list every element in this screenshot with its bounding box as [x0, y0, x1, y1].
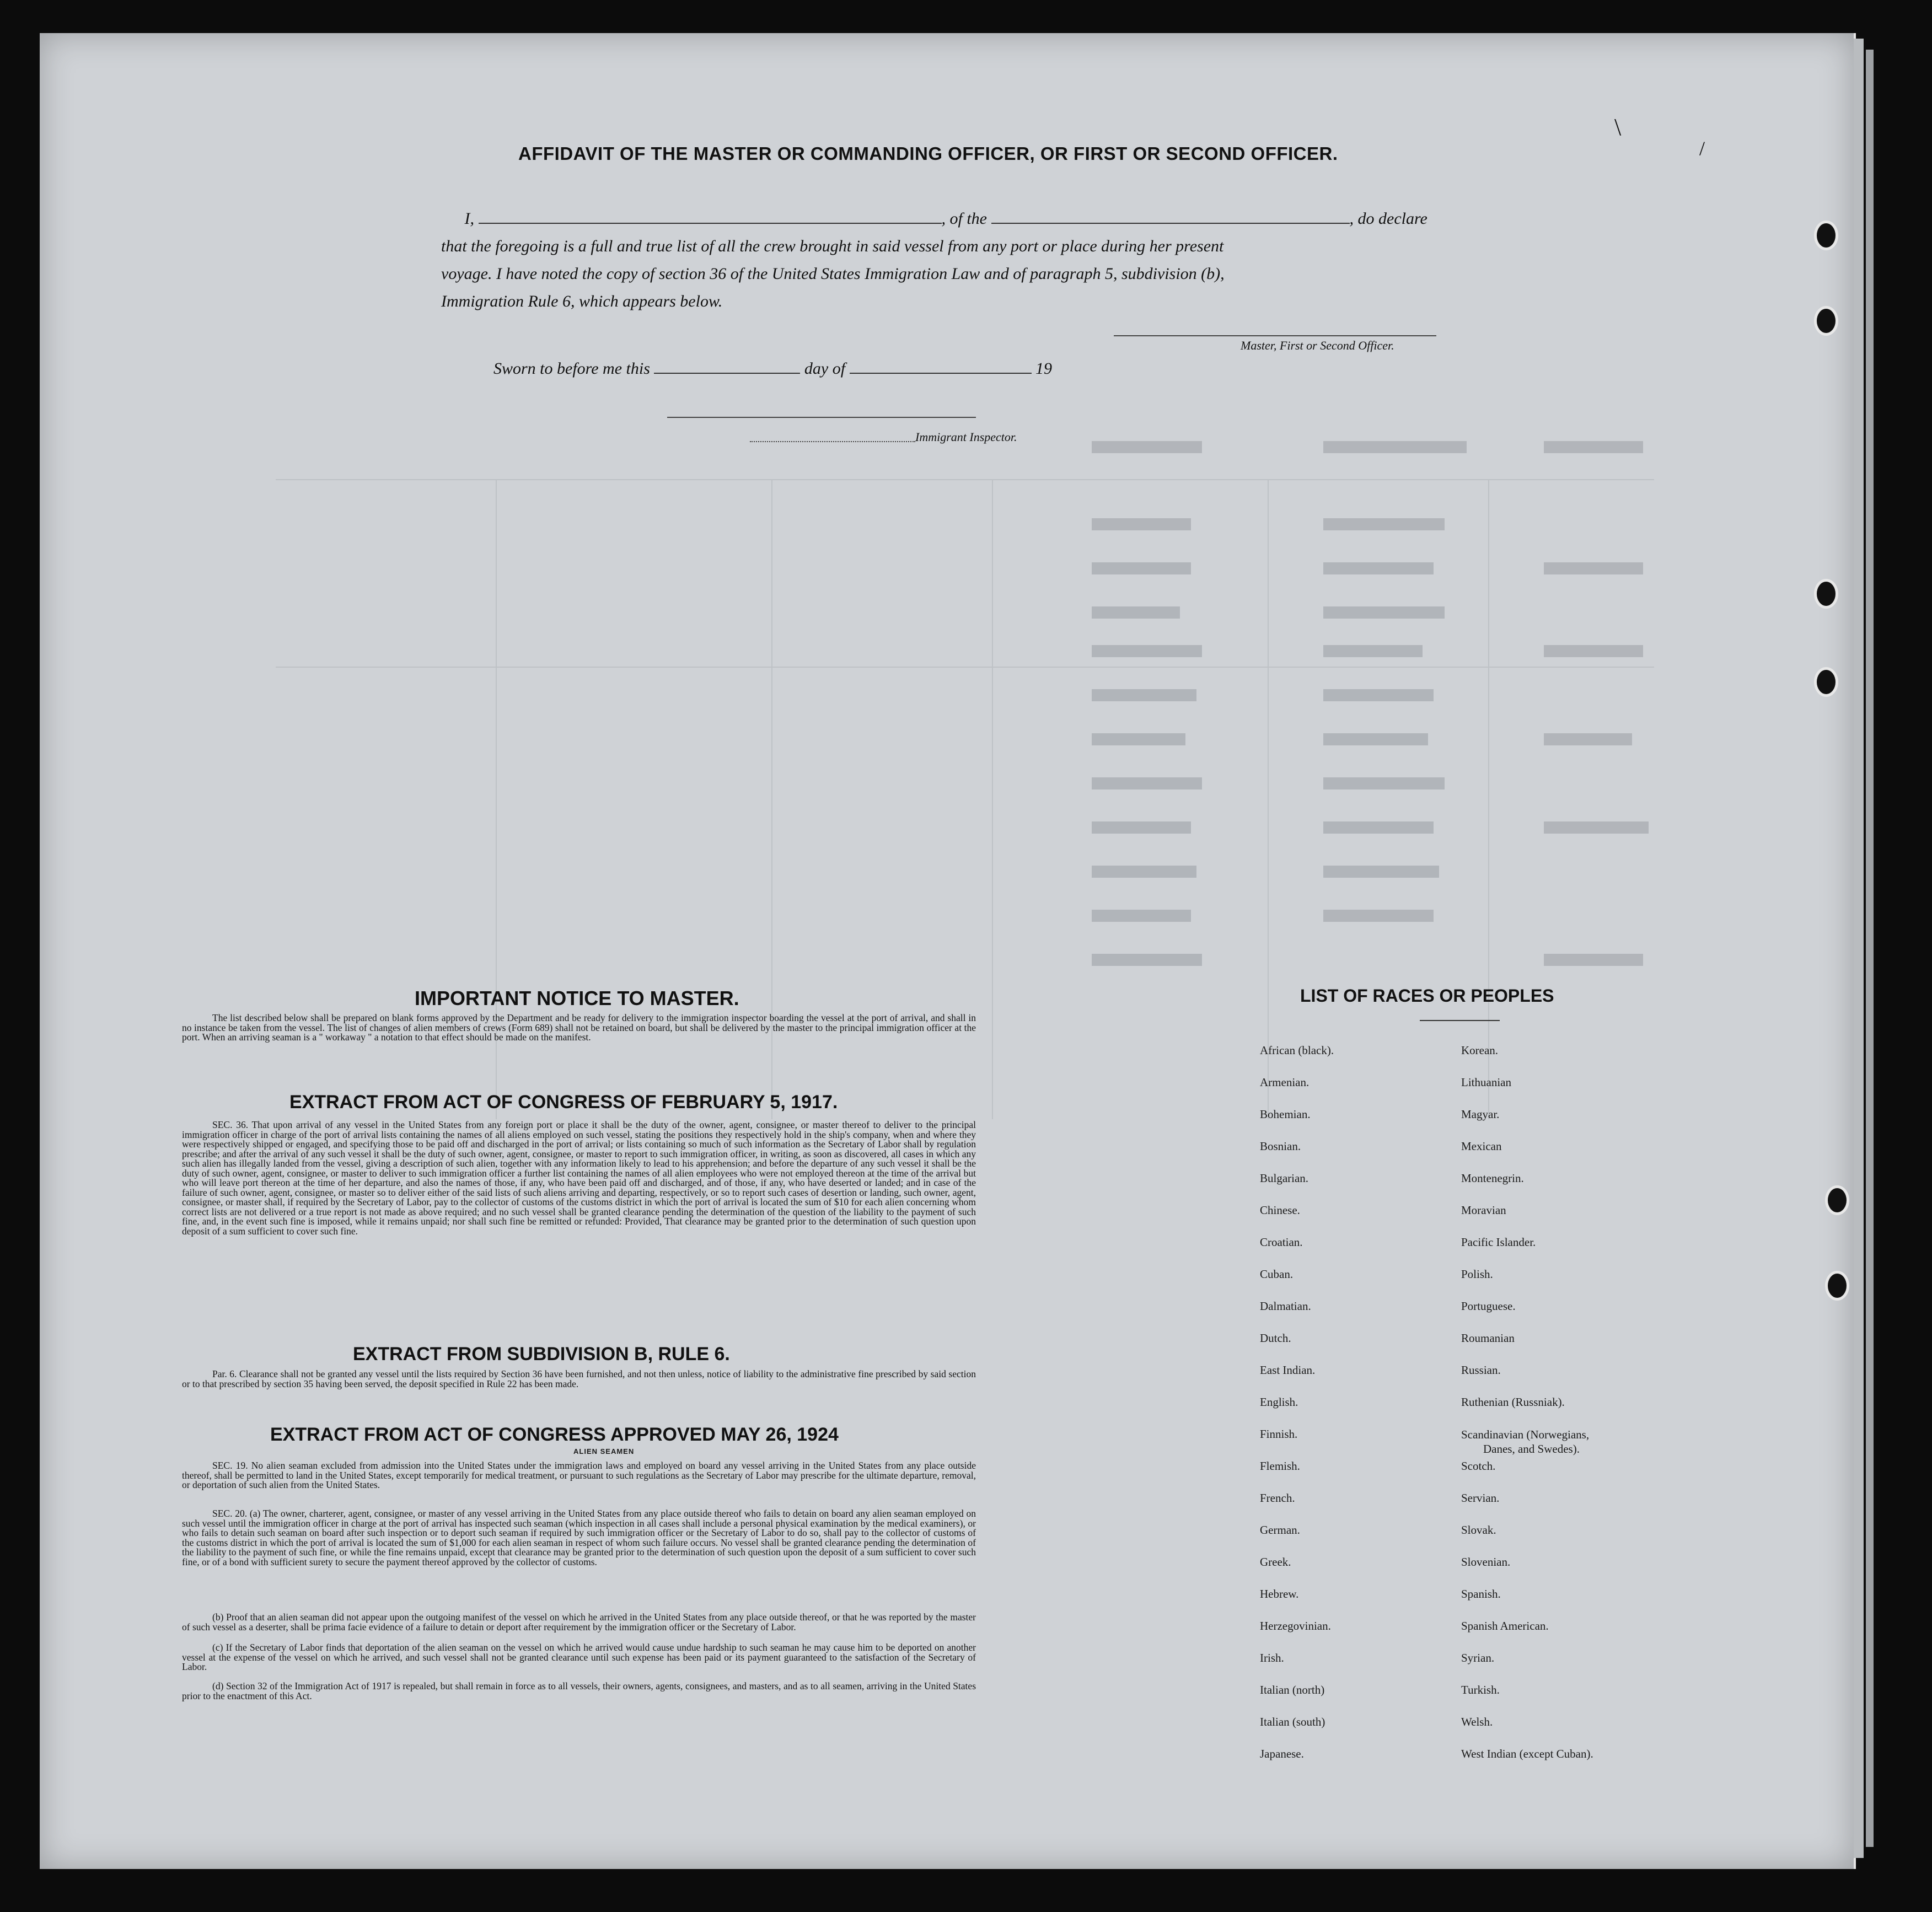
race-item: Roumanian — [1461, 1331, 1515, 1345]
race-item: Chinese. — [1260, 1204, 1300, 1217]
race-item: French. — [1260, 1491, 1295, 1505]
race-item: Korean. — [1461, 1044, 1499, 1057]
races-left-column — [1260, 1044, 1334, 1779]
race-item: Flemish. — [1260, 1459, 1300, 1473]
race-item: Japanese. — [1260, 1747, 1304, 1760]
pen-mark: / — [1699, 137, 1705, 159]
sec19-text: SEC. 19. No alien seaman excluded from admission into the United States under the immigration laws and employed on board any vessel arriving in the United States from any place outside thereof, shall be permitted to land in the United States, except temporarily for medical treatment, or pursuant to such regulations as the Secretary of Labor may prescribe for the ultimate departure, removal, or deportation of such alien from the United States. — [182, 1460, 976, 1490]
extract-1924-heading: EXTRACT FROM ACT OF CONGRESS APPROVED MAY 26, 1924 — [270, 1424, 839, 1445]
races-heading: LIST OF RACES OR PEOPLES — [1300, 986, 1554, 1006]
binder-hole — [1825, 1185, 1849, 1215]
inspector-line — [750, 441, 915, 442]
sworn-month-blank — [850, 358, 1032, 374]
inspector-label: Immigrant Inspector. — [915, 430, 1017, 444]
race-item: Bosnian. — [1260, 1140, 1301, 1153]
affidavit-body — [441, 205, 1472, 315]
affidavit-heading: AFFIDAVIT OF THE MASTER OR COMMANDING OFFICER, OR FIRST OR SECOND OFFICER. — [518, 143, 1338, 164]
sec20d-text: (d) Section 32 of the Immigration Act of 1917 is repealed, but shall remain in force as to all vessels, their owners, agents, consignees, and masters, and as to all seamen, arriving in the United States prior to the enactment of this Act. — [182, 1680, 976, 1701]
race-item: Scandinavian (Norwegians, — [1461, 1428, 1590, 1441]
race-item: East Indian. — [1260, 1363, 1316, 1377]
race-item: Portuguese. — [1461, 1299, 1516, 1313]
affidavit-declare: , do declare — [1349, 210, 1427, 228]
race-item: Syrian. — [1461, 1651, 1495, 1664]
master-signature-line — [1114, 335, 1436, 336]
race-item-scandinavian — [1461, 1427, 1593, 1459]
race-item: Ruthenian (Russniak). — [1461, 1395, 1565, 1409]
race-item: Greek. — [1260, 1555, 1291, 1569]
sworn-year: 19 — [1035, 359, 1053, 378]
race-item: Turkish. — [1461, 1683, 1500, 1696]
race-item: German. — [1260, 1523, 1300, 1537]
sec20a-text: SEC. 20. (a) The owner, charterer, agent, consignee, or master of any vessel arriving in the United States from any place outside thereof who fails to detain on board any alien seaman employed on such vessel until the immigration officer in charge at the port of arrival has inspected such seaman (which inspection in all cases shall include a personal physical examination by the medical examiners), or who fails to detain such seaman on board after such inspection or to deport such seaman if required by such immigration officer or the Secretary of Labor to do so, shall pay to the collector of customs of the customs district in which the port of arrival is located the sum of $1,000 for each alien seaman in respect of whom such failure occurs. No vessel shall be granted clearance pending the determination of the liability to the payment of such fine, or while the fine remains unpaid, except that clearance may be granted prior to the determination of such question upon the deposit of a sum sufficient to cover such fine, or of a bond with sufficient surety to secure the payment thereof approved by the collector of customs. — [182, 1508, 976, 1567]
race-item: Pacific Islander. — [1461, 1236, 1536, 1249]
notice-heading: IMPORTANT NOTICE TO MASTER. — [415, 987, 739, 1009]
race-item: Hebrew. — [1260, 1587, 1299, 1601]
sworn-prefix: Sworn to before me this — [493, 359, 650, 378]
race-item: Polish. — [1461, 1267, 1493, 1281]
sworn-day-blank — [654, 358, 800, 374]
race-item: Moravian — [1461, 1204, 1506, 1217]
race-item: Herzegovinian. — [1260, 1619, 1331, 1632]
name-blank — [479, 208, 942, 224]
race-item: Dutch. — [1260, 1331, 1291, 1345]
race-item: Montenegrin. — [1461, 1172, 1524, 1185]
race-item: Russian. — [1461, 1363, 1501, 1377]
race-item: Spanish. — [1461, 1587, 1501, 1601]
race-item: Lithuanian — [1461, 1076, 1511, 1089]
race-item: Servian. — [1461, 1491, 1500, 1505]
binder-hole — [1814, 579, 1838, 609]
race-item: Croatian. — [1260, 1236, 1303, 1249]
sec20b-text: (b) Proof that an alien seaman did not appear upon the outgoing manifest of the vessel on which he arrived in the United States from any place outside thereof, or that he was reported by the master of such vessel as a deserter, shall be prima facie evidence of a failure to detain or deport after requirement by the immigration officer or the Secretary of Labor. — [182, 1612, 976, 1632]
sworn-statement — [493, 358, 1052, 378]
race-item: West Indian (except Cuban). — [1461, 1747, 1593, 1760]
race-item: Scotch. — [1461, 1459, 1496, 1473]
sworn-day-label: day of — [804, 359, 846, 378]
race-item: Dalmatian. — [1260, 1299, 1311, 1313]
race-item-continuation: Danes, and Swedes). — [1483, 1442, 1580, 1456]
notice-text: The list described below shall be prepared on blank forms approved by the Department and be ready for delivery to the immigration inspector boarding the vessel at the port of arrival, and shall in no instance be taken from the vessel. The list of changes of alien members of crews (Form 689) shall not be retained on board, but shall be delivered by the master to the principal immigration officer at the port. When an arriving seaman is a " workaway " a notation to that effect should be made on the manifest. — [182, 1012, 976, 1043]
pen-mark: \ — [1614, 114, 1622, 141]
binder-hole — [1814, 221, 1838, 250]
affidavit-of-the: , of the — [941, 210, 987, 228]
extract-rule6-text: Par. 6. Clearance shall not be granted any vessel until the lists required by Section 36 have been furnished, and not then unless, notice of liability to the administrative fine prescribed by said section or to that prescribed by section 35 having been served, the deposit specified in Rule 22 has been made. — [182, 1368, 976, 1389]
binder-hole — [1825, 1271, 1849, 1301]
races-rule — [1420, 1020, 1500, 1021]
race-item: Slovak. — [1461, 1523, 1496, 1537]
race-item: Spanish American. — [1461, 1619, 1549, 1632]
race-item: English. — [1260, 1395, 1298, 1409]
race-item: Armenian. — [1260, 1076, 1310, 1089]
sec20c-text: (c) If the Secretary of Labor finds that deportation of the alien seaman on the vessel on which he arrived would cause undue hardship to such seaman he may cause him to be deported on another vessel at the expense of the vessel on which he arrived, and such vessel shall not be granted clearance until such expense has been paid or its payment guaranteed to the satisfaction of the Secretary of Labor. — [182, 1642, 976, 1672]
extract-rule6-heading: EXTRACT FROM SUBDIVISION B, RULE 6. — [353, 1344, 730, 1365]
affidavit-i: I, — [464, 210, 474, 228]
master-signature-label: Master, First or Second Officer. — [1241, 339, 1394, 352]
race-item: Welsh. — [1461, 1715, 1493, 1728]
race-item: Mexican — [1461, 1140, 1502, 1153]
inspector-line-upper — [667, 417, 976, 418]
page-edge — [1854, 39, 1864, 1858]
affidavit-line3: voyage. I have noted the copy of section 36 of the United States Immigration Law and of paragraph 5, subdivision (b), — [441, 265, 1225, 283]
race-item: Irish. — [1260, 1651, 1284, 1664]
binder-hole — [1814, 306, 1838, 336]
race-item: Cuban. — [1260, 1267, 1294, 1281]
race-item: Slovenian. — [1461, 1555, 1511, 1569]
extract-1917-heading: EXTRACT FROM ACT OF CONGRESS OF FEBRUARY 5, 1917. — [289, 1092, 838, 1113]
race-item: Magyar. — [1461, 1108, 1500, 1121]
race-item: Finnish. — [1260, 1427, 1298, 1441]
affidavit-line4: Immigration Rule 6, which appears below. — [441, 292, 723, 310]
vessel-blank — [991, 208, 1350, 224]
race-item: Italian (south) — [1260, 1715, 1325, 1728]
binder-hole — [1814, 667, 1838, 697]
alien-seamen-subheading: ALIEN SEAMEN — [573, 1447, 635, 1456]
race-item: Bohemian. — [1260, 1108, 1311, 1121]
extract-1917-text: SEC. 36. That upon arrival of any vessel in the United States from any foreign port or place it shall be the duty of the owner, agent, consignee, or master thereof to deliver to the principal immigration officer in charge of the port of arrival lists containing the names of all aliens employed on such vessel, stating the positions they respectively hold in the ship's company, when and where they were respectively shipped or engaged, and specifying those to be paid off and discharged in the port of arrival; or lists containing so much of such information as the Secretary of Labor shall by regulation prescribe; and after the arrival of any such vessel it shall be the duty of such owner, agent, consignee, or master to report to such immigration officer, in writing, as soon as discovered, all cases in which any such alien has illegally landed from the vessel, giving a description of such alien, together with any information likely to lead to his apprehension; and before the departure of any such vessel it shall be the duty of such owner, agent, consignee, or master to deliver to such immigration officer a further list containing the names of all alien employees who were not employed thereon at the time of the arrival but who will leave port thereon at the time of her departure, and also the names of those, if any, who have been paid off and discharged, and of those, if any, who have deserted or landed; and in case of the failure of such owner, agent, consignee, or master so to deliver either of the said lists of such aliens arriving and departing, respectively, or so to report such cases of desertion or landing, such owner, agent, consignee, or master shall, if required by the Secretary of Labor, pay to the collector of customs of the customs district in which the port of arrival is located the sum of $10 for each alien concerning whom correct lists are not delivered or a true report is not made as above required; and no such vessel shall be granted clearance pending the determination of the question of the liability to the payment of such fine, and, in the event such fine is imposed, while it remains unpaid; nor shall such fine be remitted or refunded: Provided, That clearance may be granted prior to the determination of such question upon deposit of a sum sufficient to cover such fine. — [182, 1119, 976, 1237]
race-item: Italian (north) — [1260, 1683, 1325, 1696]
affidavit-line2: that the foregoing is a full and true list of all the crew brought in said vessel from any port or place during her present — [441, 237, 1224, 255]
page-edge-back — [1866, 50, 1874, 1847]
race-item: African (black). — [1260, 1044, 1334, 1057]
races-right-column — [1461, 1044, 1593, 1779]
race-item: Bulgarian. — [1260, 1172, 1309, 1185]
